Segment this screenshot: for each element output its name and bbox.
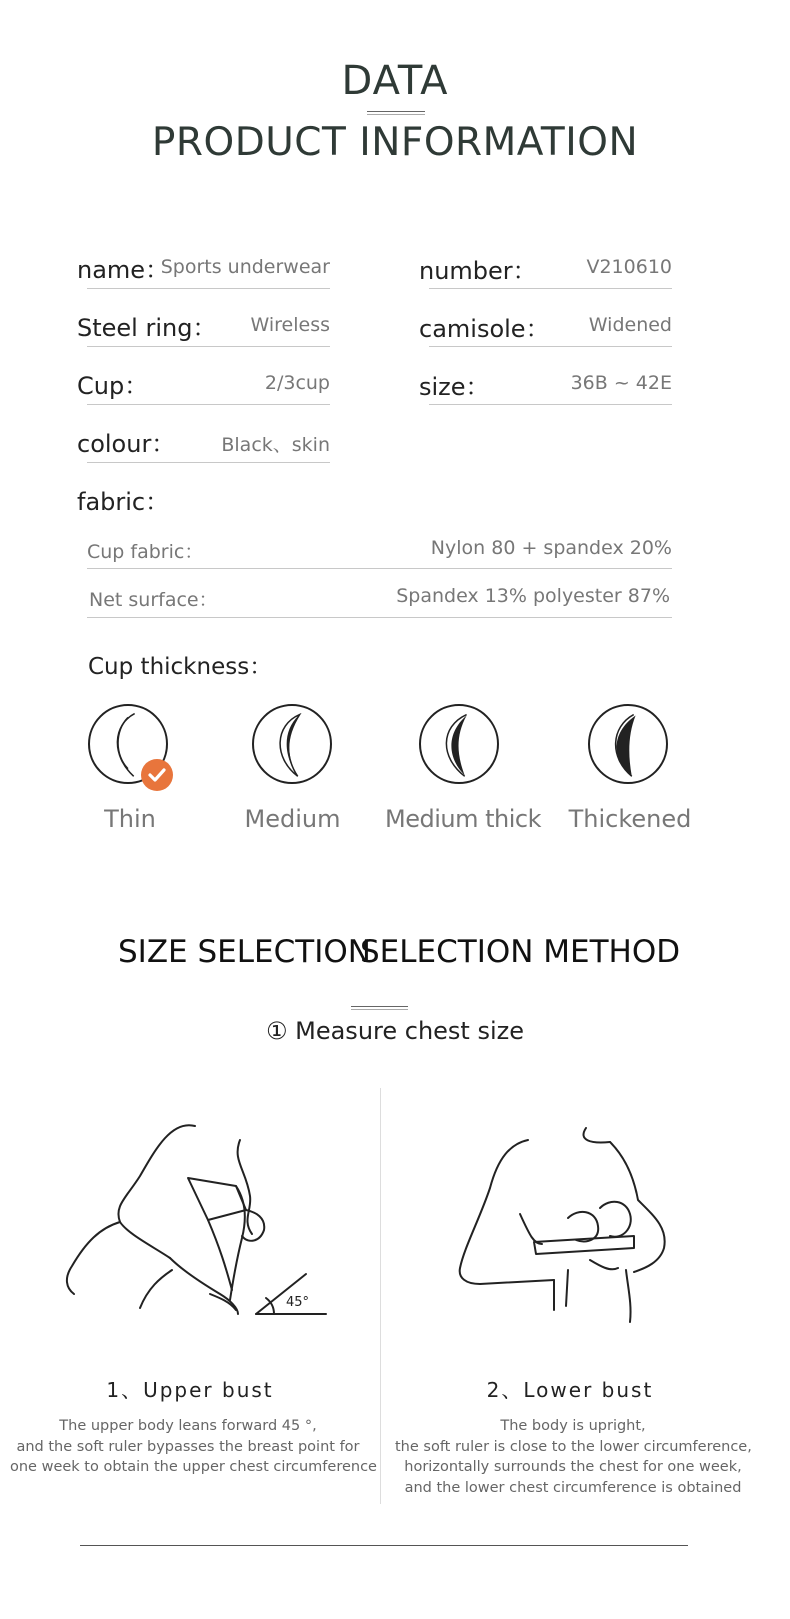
lower-bust-step: 2、Lower bust bbox=[486, 1378, 654, 1402]
fabric-row-label: Cup fabric： bbox=[87, 541, 204, 563]
fabric-row-value: Nylon 80 + spandex 20% bbox=[430, 537, 672, 559]
column-divider bbox=[380, 1088, 381, 1504]
spec-value-camisole: Widened bbox=[588, 314, 672, 336]
cup-medium-icon bbox=[252, 704, 332, 784]
selection-method-heading: SELECTION METHOD bbox=[360, 934, 681, 970]
cup-medium-thick-icon bbox=[419, 704, 499, 784]
thickness-label-thickened: Thickened bbox=[568, 805, 692, 833]
spec-label-colour: colour： bbox=[77, 430, 176, 458]
description-line: the soft ruler is close to the lower circumference, bbox=[395, 1438, 752, 1455]
fabric-row-value: Spandex 13% polyester 87% bbox=[396, 585, 670, 607]
size-selection-heading: SIZE SELECTION bbox=[118, 934, 371, 970]
spec-label-size: size： bbox=[419, 373, 490, 401]
spec-label-name: name： bbox=[77, 256, 170, 284]
spec-value-steel-ring: Wireless bbox=[250, 314, 330, 336]
spec-label-cup: Cup： bbox=[77, 372, 149, 400]
spec-underline bbox=[429, 288, 672, 289]
spec-value-colour: Black、skin bbox=[221, 434, 330, 456]
upper-bust-step: 1、Upper bust bbox=[106, 1378, 274, 1402]
title-divider-shadow bbox=[367, 114, 425, 115]
upper-bust-description bbox=[10, 1416, 377, 1478]
title-divider bbox=[367, 111, 425, 112]
description-line: and the lower chest circumference is obtained bbox=[404, 1479, 742, 1496]
spec-value-size: 36B ~ 42E bbox=[570, 372, 672, 394]
fabric-row-label: Net surface： bbox=[89, 589, 218, 611]
spec-value-cup: 2/3cup bbox=[264, 372, 330, 394]
size-divider bbox=[351, 1006, 408, 1007]
spec-underline bbox=[429, 404, 672, 405]
spec-underline bbox=[87, 288, 330, 289]
thickness-option-medium[interactable] bbox=[252, 704, 332, 784]
spec-value-name: Sports underwear bbox=[160, 256, 330, 278]
cup-thickness-label: Cup thickness： bbox=[88, 654, 273, 680]
lower-bust-description bbox=[395, 1416, 751, 1498]
measure-chest-title: ① Measure chest size bbox=[265, 1017, 525, 1045]
bottom-divider bbox=[80, 1545, 688, 1546]
spec-label-camisole: camisole： bbox=[419, 315, 550, 343]
thickness-label-medium: Medium bbox=[244, 805, 341, 833]
thickness-label-thin: Thin bbox=[104, 805, 156, 833]
section-title-product-information: PRODUCT INFORMATION bbox=[151, 120, 639, 165]
size-divider-shadow bbox=[351, 1009, 408, 1010]
lower-bust-illustration bbox=[450, 1118, 670, 1328]
spec-underline bbox=[87, 346, 330, 347]
description-line: horizontally surrounds the chest for one week, bbox=[404, 1459, 742, 1475]
description-line: one week to obtain the upper chest circumference bbox=[10, 1459, 377, 1475]
selected-check-icon bbox=[141, 759, 173, 791]
spec-label-steel-ring: Steel ring： bbox=[77, 314, 217, 342]
fabric-underline bbox=[87, 568, 672, 569]
angle-label: 45° bbox=[286, 1295, 310, 1310]
cup-thickened-icon bbox=[588, 704, 668, 784]
fabric-underline bbox=[87, 617, 672, 618]
fabric-label: fabric： bbox=[77, 488, 170, 516]
thickness-option-medium-thick[interactable] bbox=[419, 704, 499, 784]
spec-underline bbox=[87, 404, 330, 405]
thickness-option-thickened[interactable] bbox=[588, 704, 668, 784]
description-line: The upper body leans forward 45 °, bbox=[59, 1418, 317, 1434]
upper-bust-illustration bbox=[60, 1118, 340, 1323]
description-line: The body is upright, bbox=[500, 1418, 646, 1434]
section-title-data: DATA bbox=[341, 58, 449, 104]
spec-underline bbox=[429, 346, 672, 347]
description-line: and the soft ruler bypasses the breast point for bbox=[16, 1438, 360, 1455]
spec-label-number: number： bbox=[419, 257, 537, 285]
spec-value-number: V210610 bbox=[586, 256, 672, 278]
thickness-label-medium-thick: Medium thick bbox=[385, 805, 541, 833]
spec-underline bbox=[87, 462, 330, 463]
